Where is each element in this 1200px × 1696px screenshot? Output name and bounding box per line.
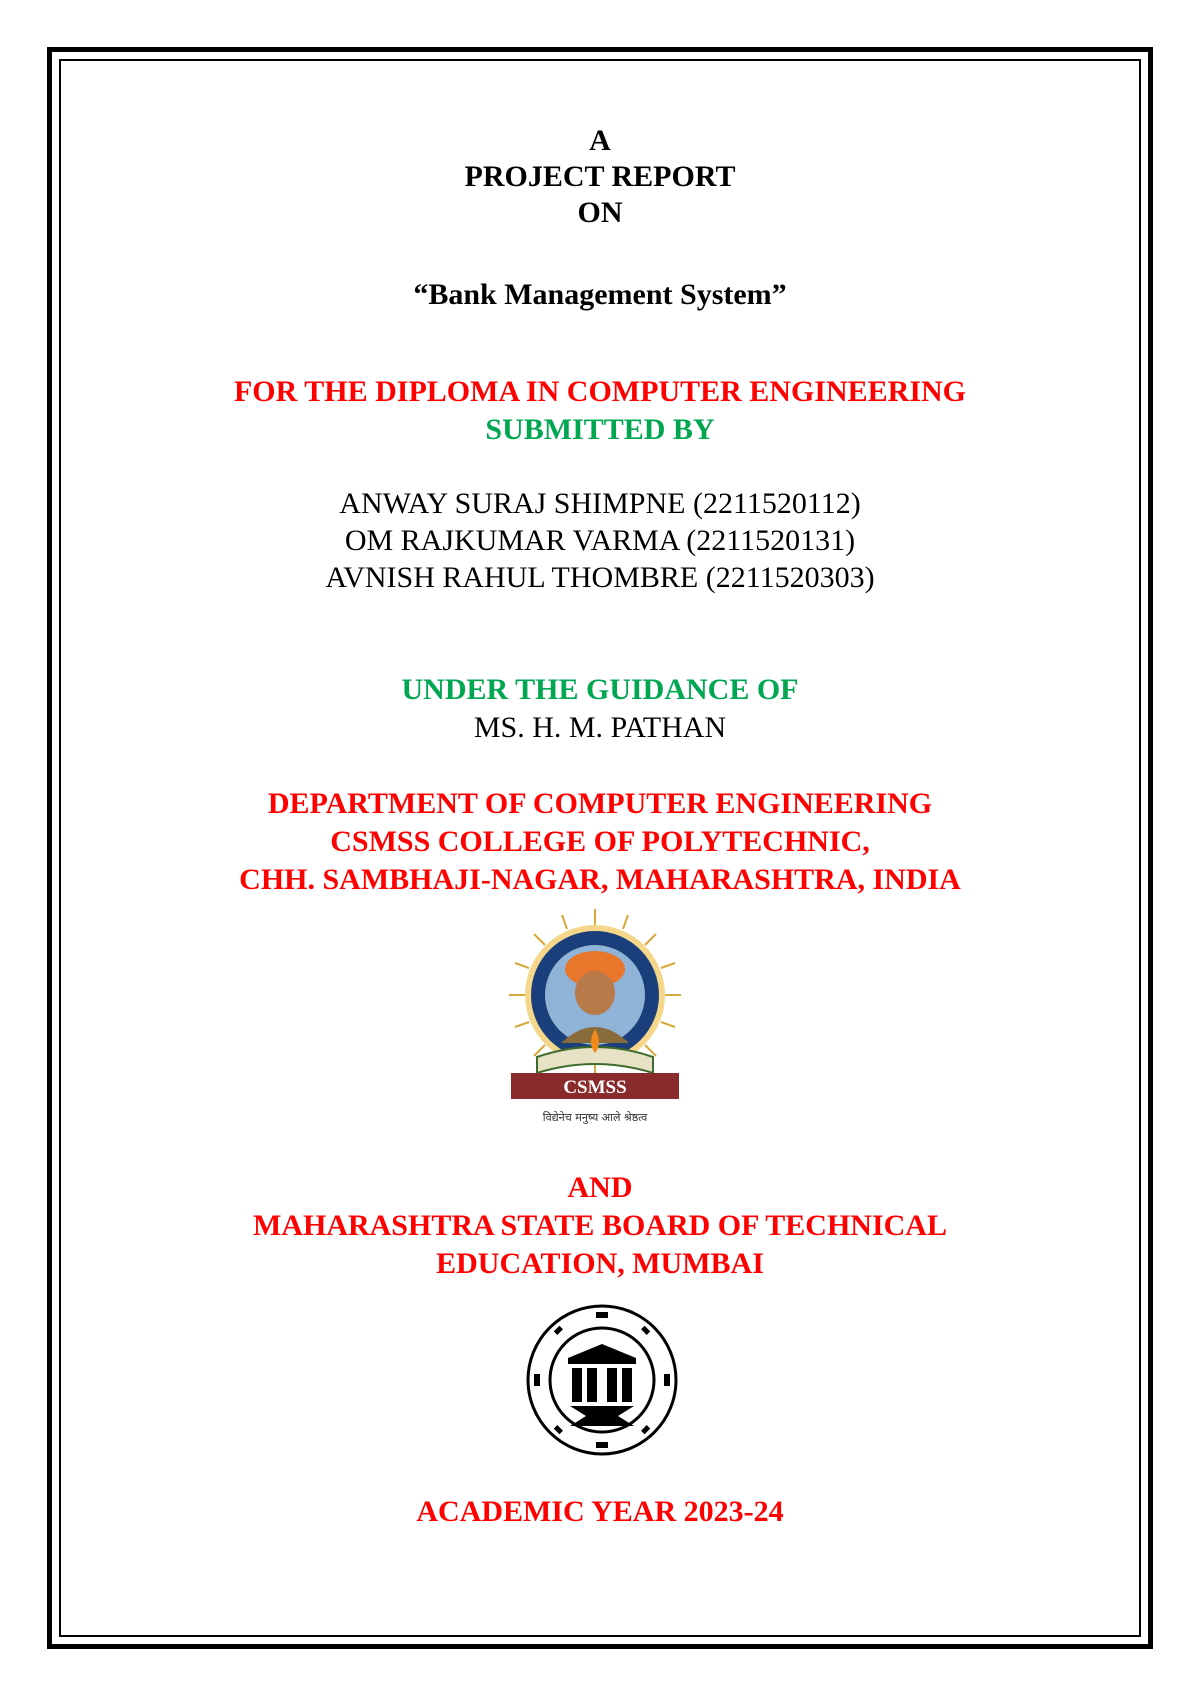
- guide-name: MS. H. M. PATHAN: [473, 711, 727, 744]
- heading-line-on: ON: [577, 196, 623, 229]
- heading-line-project-report: PROJECT REPORT: [464, 160, 736, 193]
- guidance-section: [0, 671, 1200, 747]
- logo-motto-text: विद्येनेच मनुष्य आले श्रेष्ठत्व: [542, 1111, 648, 1124]
- guidance-label: UNDER THE GUIDANCE OF: [401, 673, 799, 706]
- project-title: “Bank Management System”: [413, 278, 787, 311]
- board-section: [0, 1169, 1200, 1283]
- student-list: [0, 485, 1200, 596]
- board-line-1: MAHARASHTRA STATE BOARD OF TECHNICAL: [253, 1209, 947, 1242]
- submitted-by-label: SUBMITTED BY: [485, 413, 715, 446]
- submission-section: [0, 373, 1200, 449]
- student-name: AVNISH RAHUL THOMBRE (2211520303): [325, 561, 875, 594]
- student-name: ANWAY SURAJ SHIMPNE (2211520112): [339, 487, 861, 520]
- msbte-seal-icon: [524, 1302, 680, 1458]
- address-line: CHH. SAMBHAJI-NAGAR, MAHARASHTRA, INDIA: [239, 863, 961, 896]
- diploma-line: FOR THE DIPLOMA IN COMPUTER ENGINEERING: [233, 375, 966, 408]
- academic-year: ACADEMIC YEAR 2023-24: [416, 1495, 784, 1528]
- and-line: AND: [567, 1171, 633, 1204]
- department-section: [0, 785, 1200, 899]
- logo-banner-text: CSMSS: [563, 1077, 627, 1098]
- student-name: OM RAJKUMAR VARMA (2211520131): [344, 524, 856, 557]
- college-line: CSMSS COLLEGE OF POLYTECHNIC,: [330, 825, 870, 858]
- board-line-2: EDUCATION, MUMBAI: [436, 1247, 764, 1280]
- csmss-logo-icon: [491, 907, 699, 1131]
- heading-line-a: A: [589, 124, 611, 157]
- report-heading: [0, 123, 1200, 231]
- department-line: DEPARTMENT OF COMPUTER ENGINEERING: [267, 787, 933, 820]
